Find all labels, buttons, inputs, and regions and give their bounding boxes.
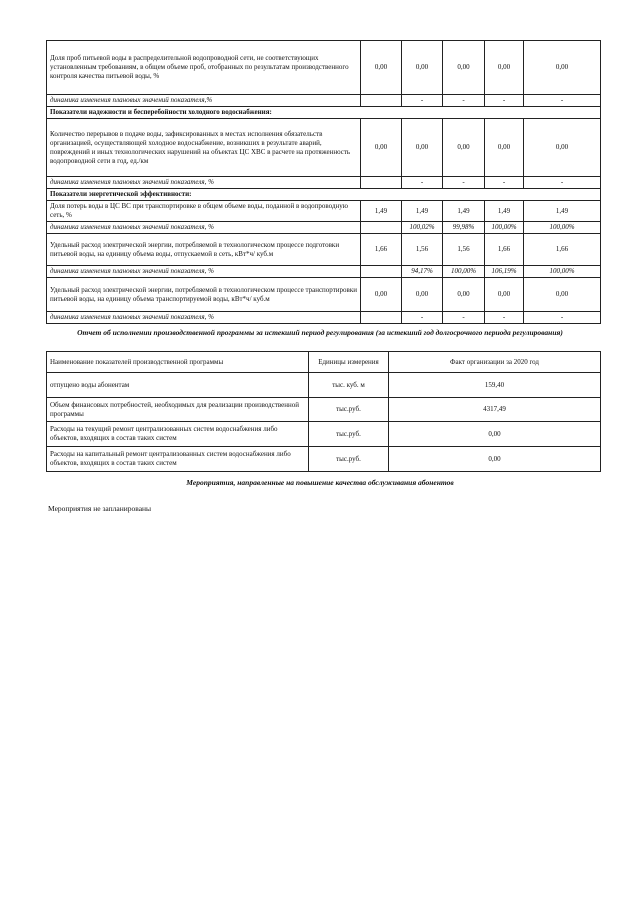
- value-cell: 1,56: [443, 234, 485, 266]
- dynamics-cell: -: [485, 95, 524, 107]
- value-cell: 0,00: [485, 119, 524, 177]
- indicators-table: [46, 40, 601, 324]
- dynamics-row: [47, 312, 601, 324]
- value-cell: 0,00: [402, 119, 443, 177]
- dynamics-label: динамика изменения плановых значений показателя, %: [47, 222, 361, 234]
- report-row-value: 4317,49: [389, 398, 601, 422]
- value-cell: 0,00: [485, 41, 524, 95]
- dynamics-cell: [361, 95, 402, 107]
- dynamics-cell: 100,00%: [485, 222, 524, 234]
- report-row: [47, 447, 601, 472]
- report-row-value: 0,00: [389, 422, 601, 447]
- header-fact: Факт организации за 2020 год: [389, 352, 601, 373]
- dynamics-cell: [361, 177, 402, 189]
- dynamics-label: динамика изменения плановых значений показателя,%: [47, 95, 361, 107]
- report-row-unit: тыс.руб.: [309, 398, 389, 422]
- value-cell: 0,00: [443, 119, 485, 177]
- report-row-name: Расходы на текущий ремонт централизованных систем водоснабжения либо объектов, входящих в состав таких систем: [47, 422, 309, 447]
- dynamics-cell: -: [402, 95, 443, 107]
- indicator-label: Доля проб питьевой воды в распределительной водопроводной сети, не соответствующих установленным требованиям, в общем объеме проб, отобранных по результатам производственного контроля качества питьевой воды, %: [47, 41, 361, 95]
- value-cell: 0,00: [524, 41, 601, 95]
- value-cell: 1,49: [361, 201, 402, 222]
- dynamics-cell: -: [402, 312, 443, 324]
- dynamics-cell: 100,02%: [402, 222, 443, 234]
- indicator-label: Доля потерь воды в ЦС ВС при транспортировке в общем объеме воды, поданной в водопроводную сеть, %: [47, 201, 361, 222]
- value-cell: 1,49: [485, 201, 524, 222]
- report-row-name: Объем финансовых потребностей, необходимых для реализации производственной программы: [47, 398, 309, 422]
- dynamics-cell: 94,17%: [402, 266, 443, 278]
- dynamics-cell: -: [524, 177, 601, 189]
- indicator-row-prep-energy: [47, 234, 601, 266]
- section-header-row: [47, 189, 601, 201]
- value-cell: 1,49: [443, 201, 485, 222]
- dynamics-cell: 106,19%: [485, 266, 524, 278]
- value-cell: 0,00: [524, 278, 601, 312]
- value-cell: 0,00: [485, 278, 524, 312]
- dynamics-cell: 99,98%: [443, 222, 485, 234]
- indicator-label: Удельный расход электрической энергии, потребляемой в технологическом процессе транспортировки питьевой воды, на единицу объема транспортируемой воды, кВт*ч/ куб.м: [47, 278, 361, 312]
- indicator-label: Удельный расход электрической энергии, потребляемой в технологическом процессе подготовки питьевой воды, на единицу объема воды, отпускаемой в сеть, кВт*ч/ куб.м: [47, 234, 361, 266]
- report-row-unit: тыс.руб.: [309, 422, 389, 447]
- report-row-unit: тыс.руб.: [309, 447, 389, 472]
- measures-caption: Мероприятия, направленные на повышение качества обслуживания абонентов: [186, 478, 454, 487]
- indicator-row-transport-energy: [47, 278, 601, 312]
- value-cell: 0,00: [402, 41, 443, 95]
- dynamics-cell: -: [524, 312, 601, 324]
- header-unit: Единицы измерения: [309, 352, 389, 373]
- section-header-energy: Показатели энергетической эффективности:: [47, 189, 601, 201]
- report-caption: Отчет об исполнении производственной программы за истекший период регулирования (за истекший год долгосрочного периода регулирования): [77, 328, 563, 337]
- dynamics-cell: 100,00%: [524, 266, 601, 278]
- indicator-row-losses: [47, 201, 601, 222]
- dynamics-cell: 100,00%: [443, 266, 485, 278]
- report-table: [46, 351, 601, 472]
- value-cell: 0,00: [524, 119, 601, 177]
- report-row-value: 159,40: [389, 373, 601, 398]
- indicator-label: Количество перерывов в подаче воды, зафиксированных в местах исполнения обязательств организацией, осуществляющей холодное водоснабжение, возникших в результате аварий, повреждений и иных технологических нарушений на объектах ЦС ХВС в расчете на протяженность водопроводной сети в год, ед./км: [47, 119, 361, 177]
- value-cell: 1,66: [524, 234, 601, 266]
- section-header-row: [47, 107, 601, 119]
- value-cell: 1,66: [485, 234, 524, 266]
- value-cell: 0,00: [402, 278, 443, 312]
- dynamics-cell: -: [485, 312, 524, 324]
- dynamics-row: [47, 177, 601, 189]
- report-header-row: [47, 352, 601, 373]
- report-row-name: Расходы на капитальный ремонт централизованных систем водоснабжения либо объектов, входящих в состав таких систем: [47, 447, 309, 472]
- dynamics-cell: -: [402, 177, 443, 189]
- value-cell: 1,66: [361, 234, 402, 266]
- value-cell: 0,00: [361, 119, 402, 177]
- value-cell: 1,49: [402, 201, 443, 222]
- value-cell: 0,00: [443, 278, 485, 312]
- report-row-value: 0,00: [389, 447, 601, 472]
- value-cell: 0,00: [361, 41, 402, 95]
- dynamics-row: [47, 95, 601, 107]
- dynamics-row: [47, 266, 601, 278]
- report-row: [47, 398, 601, 422]
- report-row-name: отпущено воды абонентам: [47, 373, 309, 398]
- header-indicator-name: Наименование показателей производственной программы: [47, 352, 309, 373]
- dynamics-cell: -: [443, 177, 485, 189]
- dynamics-cell: -: [524, 95, 601, 107]
- indicator-row-reliability: [47, 119, 601, 177]
- section-header-reliability: Показатели надежности и бесперебойности холодного водоснабжения:: [47, 107, 601, 119]
- dynamics-row: [47, 222, 601, 234]
- report-row: [47, 422, 601, 447]
- dynamics-cell: 100,00%: [524, 222, 601, 234]
- dynamics-cell: -: [443, 95, 485, 107]
- dynamics-cell: [361, 222, 402, 234]
- dynamics-label: динамика изменения плановых значений показателя, %: [47, 266, 361, 278]
- dynamics-cell: [361, 312, 402, 324]
- indicator-row-quality: [47, 41, 601, 95]
- report-row-unit: тыс. куб. м: [309, 373, 389, 398]
- value-cell: 0,00: [443, 41, 485, 95]
- dynamics-cell: -: [443, 312, 485, 324]
- report-row: [47, 373, 601, 398]
- measures-text: Мероприятия не запланированы: [48, 504, 152, 513]
- dynamics-cell: -: [485, 177, 524, 189]
- dynamics-label: динамика изменения плановых значений показателя, %: [47, 177, 361, 189]
- value-cell: 0,00: [361, 278, 402, 312]
- value-cell: 1,56: [402, 234, 443, 266]
- dynamics-label: динамика изменения плановых значений показателя, %: [47, 312, 361, 324]
- dynamics-cell: [361, 266, 402, 278]
- value-cell: 1,49: [524, 201, 601, 222]
